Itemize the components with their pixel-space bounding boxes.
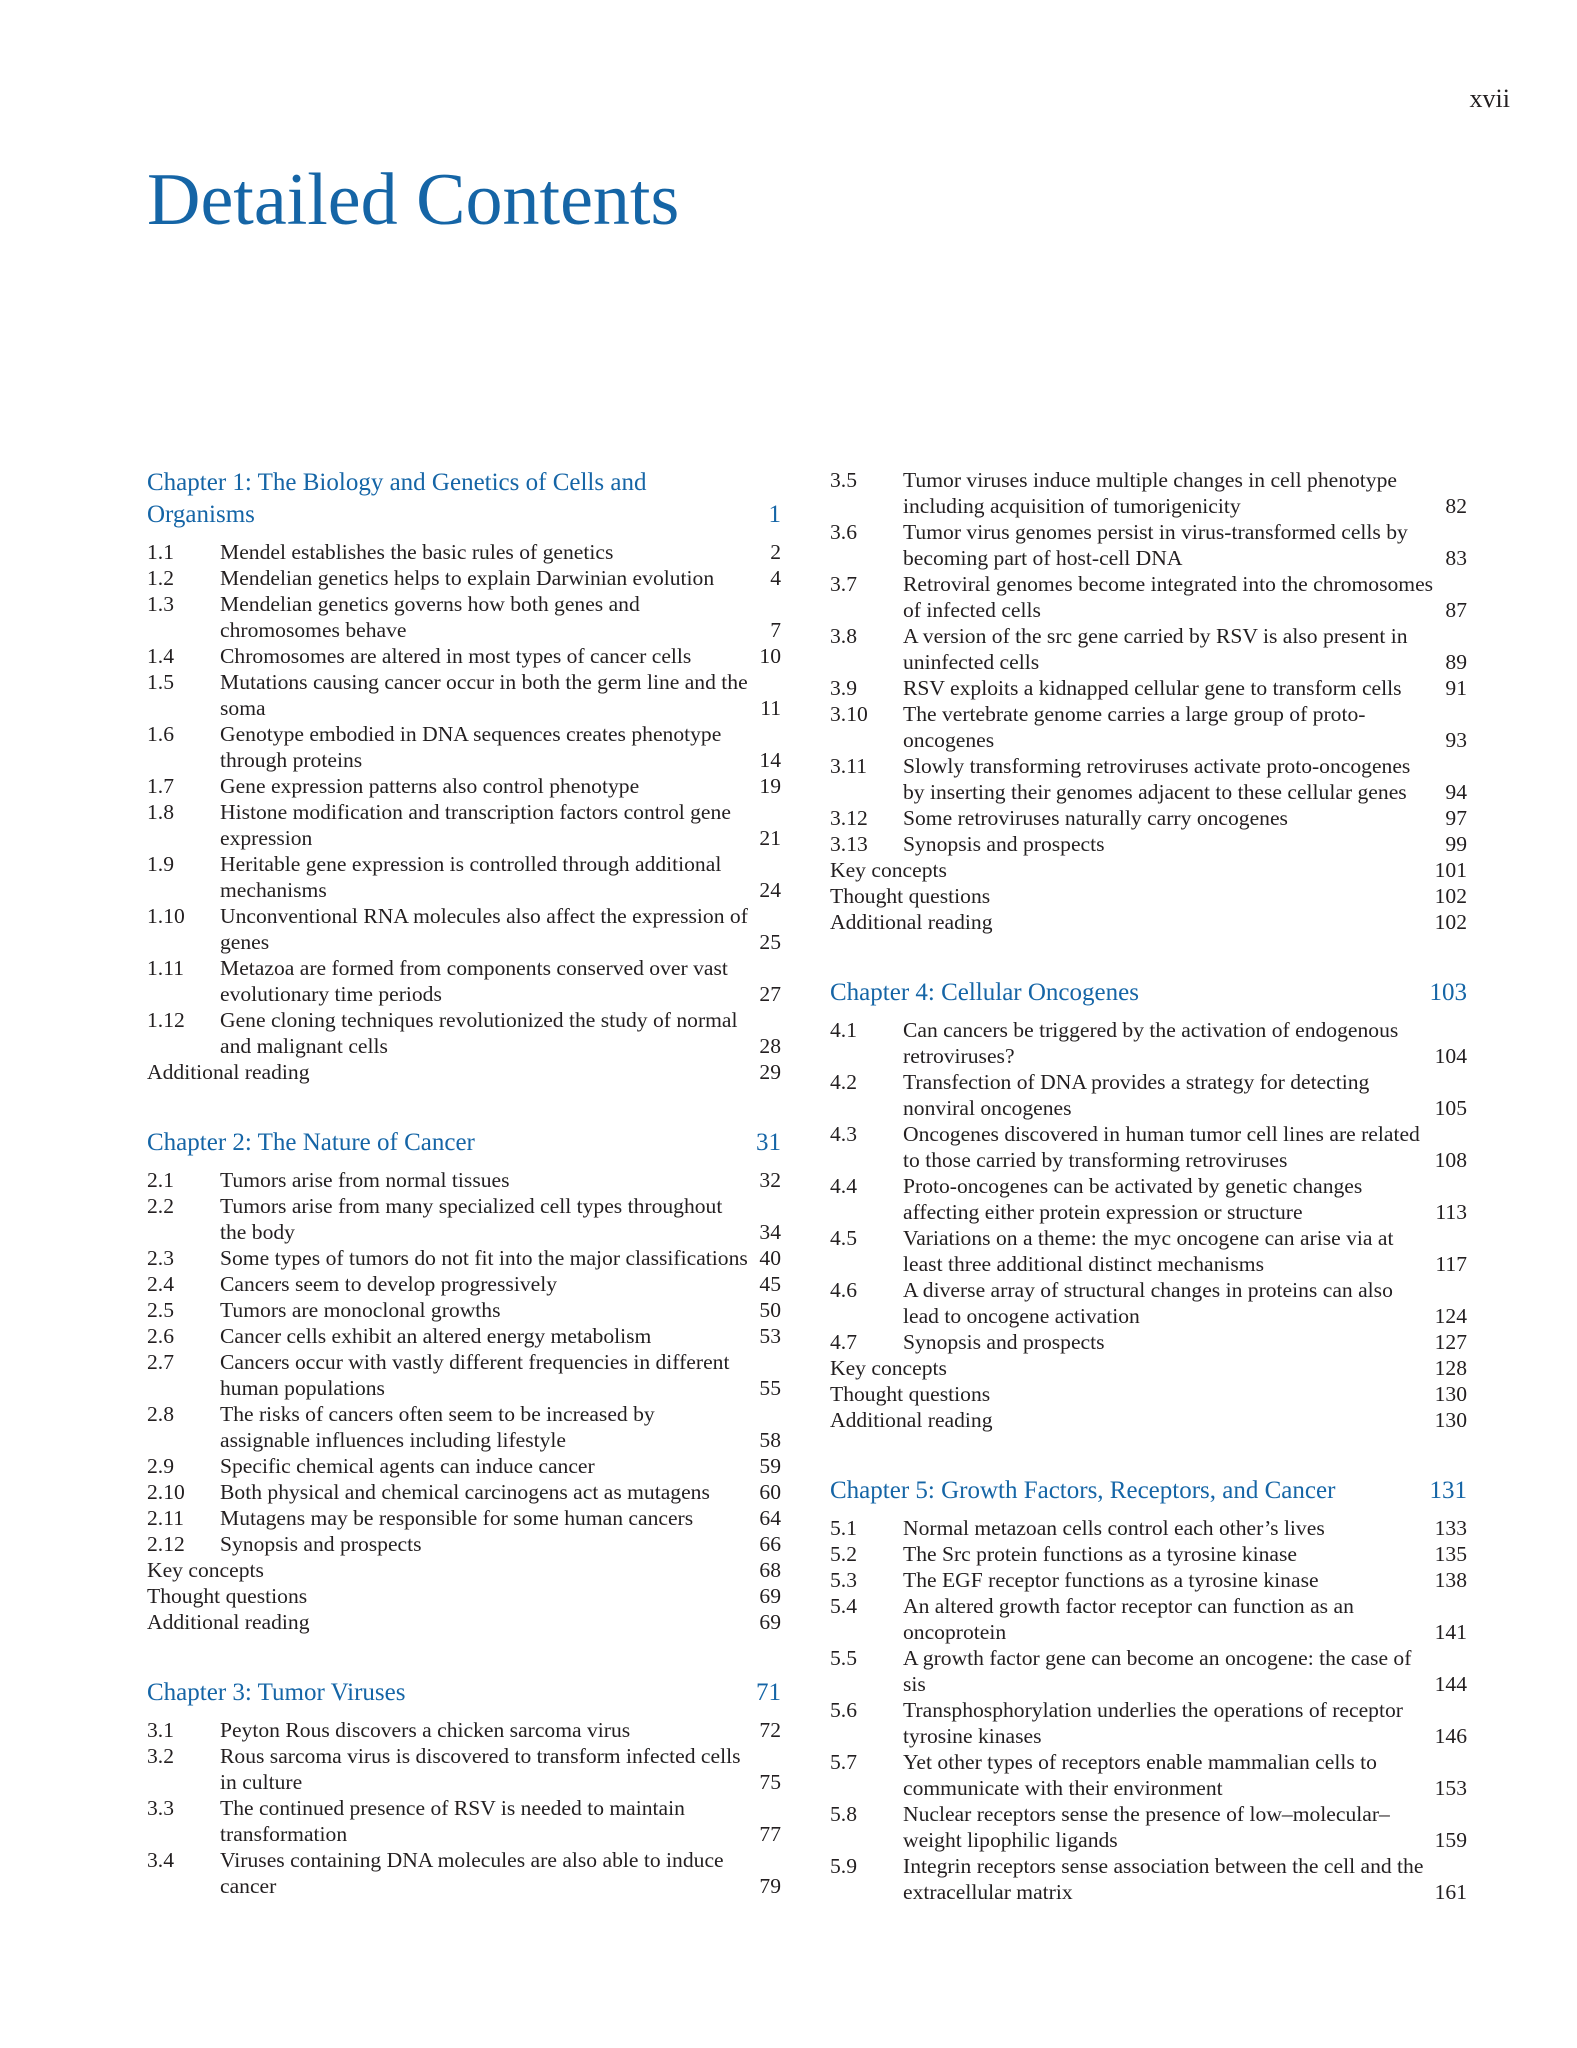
extra-title: Thought questions bbox=[830, 884, 991, 908]
section-title: Mendelian genetics governs how both genes and chromosomes behave bbox=[220, 592, 640, 642]
chapter-heading bbox=[830, 1475, 1467, 1507]
chapter-heading bbox=[147, 1127, 781, 1159]
section-page-number: 108 bbox=[1434, 1148, 1467, 1172]
section-title: Mutations causing cancer occur in both the germ line and the soma bbox=[220, 670, 748, 720]
section-number: 5.7 bbox=[830, 1750, 857, 1774]
section-number: 1.12 bbox=[147, 1008, 185, 1032]
toc-entry bbox=[147, 643, 781, 669]
section-number: 1.8 bbox=[147, 800, 174, 824]
section-page-number: 27 bbox=[759, 982, 781, 1006]
section-page-number: 97 bbox=[1445, 806, 1467, 830]
toc-entry bbox=[147, 851, 781, 903]
toc-entry bbox=[830, 467, 1467, 519]
toc-entry bbox=[830, 1121, 1467, 1173]
section-title: Oncogenes discovered in human tumor cell lines are related to those carried by transforming retroviruses bbox=[903, 1122, 1420, 1172]
section-page-number: 25 bbox=[759, 930, 781, 954]
extra-title: Key concepts bbox=[830, 1356, 947, 1380]
section-page-number: 93 bbox=[1445, 728, 1467, 752]
section-page-number: 66 bbox=[759, 1532, 781, 1556]
section-page-number: 7 bbox=[770, 618, 781, 642]
extra-page-number: 130 bbox=[1434, 1408, 1467, 1432]
section-page-number: 75 bbox=[759, 1770, 781, 1794]
section-title: Slowly transforming retroviruses activate proto-oncogenes by inserting their genomes adjacent to these cellular genes bbox=[903, 754, 1411, 804]
toc-entry bbox=[830, 1853, 1467, 1905]
section-title: Genotype embodied in DNA sequences creates phenotype through proteins bbox=[220, 722, 722, 772]
toc-entry bbox=[830, 1645, 1467, 1697]
toc-entry bbox=[830, 571, 1467, 623]
section-page-number: 127 bbox=[1434, 1330, 1467, 1354]
chapter-block bbox=[830, 467, 1467, 935]
toc-entry bbox=[147, 1795, 781, 1847]
section-number: 2.5 bbox=[147, 1298, 174, 1322]
section-number: 1.11 bbox=[147, 956, 184, 980]
section-number: 1.9 bbox=[147, 852, 174, 876]
section-number: 2.9 bbox=[147, 1454, 174, 1478]
toc-extra-entry bbox=[830, 857, 1467, 883]
toc-entry bbox=[147, 1349, 781, 1401]
toc-entry bbox=[147, 669, 781, 721]
section-page-number: 34 bbox=[759, 1220, 781, 1244]
section-title: Proto-oncogenes can be activated by genetic changes affecting either protein expression or structure bbox=[903, 1174, 1363, 1224]
chapter-heading bbox=[830, 977, 1467, 1009]
toc-entry bbox=[147, 1271, 781, 1297]
toc-entry bbox=[830, 1567, 1467, 1593]
section-page-number: 146 bbox=[1434, 1724, 1467, 1748]
toc-entry bbox=[147, 1297, 781, 1323]
toc-entry bbox=[147, 591, 781, 643]
section-title: Rous sarcoma virus is discovered to transform infected cells in culture bbox=[220, 1744, 741, 1794]
section-title: Synopsis and prospects bbox=[903, 1330, 1105, 1354]
section-number: 4.1 bbox=[830, 1018, 857, 1042]
section-page-number: 89 bbox=[1445, 650, 1467, 674]
section-title: The EGF receptor functions as a tyrosine kinase bbox=[903, 1568, 1319, 1592]
extra-title: Key concepts bbox=[830, 858, 947, 882]
extra-page-number: 29 bbox=[759, 1060, 781, 1084]
toc-entry bbox=[147, 565, 781, 591]
section-title: Gene cloning techniques revolutionized the study of normal and malignant cells bbox=[220, 1008, 738, 1058]
toc-entry bbox=[830, 1515, 1467, 1541]
section-title: The vertebrate genome carries a large group of proto-oncogenes bbox=[903, 702, 1366, 752]
toc-entry bbox=[830, 519, 1467, 571]
section-number: 3.6 bbox=[830, 520, 857, 544]
section-number: 1.7 bbox=[147, 774, 174, 798]
extra-title: Thought questions bbox=[830, 1382, 991, 1406]
toc-entry bbox=[830, 831, 1467, 857]
chapter-page-number: 31 bbox=[756, 1129, 781, 1156]
chapter-page-number: 131 bbox=[1429, 1477, 1467, 1504]
section-title: RSV exploits a kidnapped cellular gene to transform cells bbox=[903, 676, 1402, 700]
toc-entry bbox=[830, 1697, 1467, 1749]
toc-extra-entry bbox=[147, 1059, 781, 1085]
section-title: Tumors are monoclonal growths bbox=[220, 1298, 501, 1322]
section-number: 4.2 bbox=[830, 1070, 857, 1094]
section-page-number: 77 bbox=[759, 1822, 781, 1846]
toc-extra-entry bbox=[147, 1609, 781, 1635]
section-page-number: 11 bbox=[760, 696, 781, 720]
chapter-heading bbox=[147, 1677, 781, 1709]
section-page-number: 113 bbox=[1435, 1200, 1467, 1224]
toc-entry bbox=[830, 623, 1467, 675]
section-page-number: 58 bbox=[759, 1428, 781, 1452]
extra-page-number: 102 bbox=[1434, 910, 1467, 934]
section-page-number: 40 bbox=[759, 1246, 781, 1270]
toc-entry bbox=[830, 1749, 1467, 1801]
section-title: Tumor viruses induce multiple changes in cell phenotype including acquisition of tumorigenicity bbox=[903, 468, 1397, 518]
section-page-number: 141 bbox=[1434, 1620, 1467, 1644]
toc-entry bbox=[830, 701, 1467, 753]
section-number: 3.1 bbox=[147, 1718, 174, 1742]
section-number: 2.4 bbox=[147, 1272, 174, 1296]
section-number: 3.2 bbox=[147, 1744, 174, 1768]
section-title: Integrin receptors sense association between the cell and the extracellular matrix bbox=[903, 1854, 1424, 1904]
section-page-number: 24 bbox=[759, 878, 781, 902]
section-number: 5.3 bbox=[830, 1568, 857, 1592]
toc-entry bbox=[147, 955, 781, 1007]
section-page-number: 4 bbox=[770, 566, 781, 590]
section-title: A version of the src gene carried by RSV is also present in uninfected cells bbox=[903, 624, 1408, 674]
section-title: The Src protein functions as a tyrosine kinase bbox=[903, 1542, 1297, 1566]
section-title: Cancers seem to develop progressively bbox=[220, 1272, 558, 1296]
section-number: 2.10 bbox=[147, 1480, 185, 1504]
section-number: 3.7 bbox=[830, 572, 857, 596]
section-page-number: 82 bbox=[1445, 494, 1467, 518]
section-title: Viruses containing DNA molecules are also able to induce cancer bbox=[220, 1848, 724, 1898]
section-number: 3.10 bbox=[830, 702, 868, 726]
section-page-number: 144 bbox=[1434, 1672, 1467, 1696]
section-number: 3.9 bbox=[830, 676, 857, 700]
section-title: Gene expression patterns also control phenotype bbox=[220, 774, 640, 798]
section-page-number: 32 bbox=[759, 1168, 781, 1192]
toc-entry bbox=[147, 1847, 781, 1899]
section-number: 2.3 bbox=[147, 1246, 174, 1270]
toc-entry bbox=[830, 675, 1467, 701]
toc-extra-entry bbox=[147, 1557, 781, 1583]
section-page-number: 19 bbox=[759, 774, 781, 798]
page-number: xvii bbox=[1469, 84, 1510, 113]
section-title: Peyton Rous discovers a chicken sarcoma virus bbox=[220, 1718, 631, 1742]
section-number: 1.5 bbox=[147, 670, 174, 694]
toc-entry bbox=[830, 1329, 1467, 1355]
extra-page-number: 101 bbox=[1434, 858, 1467, 882]
section-number: 3.5 bbox=[830, 468, 857, 492]
section-number: 2.7 bbox=[147, 1350, 174, 1374]
section-number: 4.5 bbox=[830, 1226, 857, 1250]
section-title: Transphosphorylation underlies the operations of receptor tyrosine kinases bbox=[903, 1698, 1403, 1748]
section-page-number: 14 bbox=[759, 748, 781, 772]
extra-title: Additional reading bbox=[147, 1060, 310, 1084]
section-title: Histone modification and transcription factors control gene expression bbox=[220, 800, 731, 850]
section-number: 3.12 bbox=[830, 806, 868, 830]
extra-title: Key concepts bbox=[147, 1558, 264, 1582]
section-page-number: 94 bbox=[1445, 780, 1467, 804]
toc-entry bbox=[147, 721, 781, 773]
section-title: Both physical and chemical carcinogens act as mutagens bbox=[220, 1480, 710, 1504]
section-page-number: 21 bbox=[759, 826, 781, 850]
toc-entry bbox=[830, 1017, 1467, 1069]
section-number: 3.3 bbox=[147, 1796, 174, 1820]
section-title: Tumors arise from normal tissues bbox=[220, 1168, 510, 1192]
section-title: The continued presence of RSV is needed to maintain transformation bbox=[220, 1796, 685, 1846]
section-title: Cancers occur with vastly different frequencies in different human populations bbox=[220, 1350, 730, 1400]
toc-extra-entry bbox=[830, 1355, 1467, 1381]
toc-entry bbox=[147, 1007, 781, 1059]
section-number: 1.3 bbox=[147, 592, 174, 616]
extra-page-number: 102 bbox=[1434, 884, 1467, 908]
extra-page-number: 68 bbox=[759, 1558, 781, 1582]
section-title: A growth factor gene can become an oncogene: the case of sis bbox=[903, 1646, 1412, 1696]
section-number: 2.6 bbox=[147, 1324, 174, 1348]
section-page-number: 117 bbox=[1435, 1252, 1467, 1276]
section-number: 3.13 bbox=[830, 832, 868, 856]
chapter-page-number: 1 bbox=[768, 501, 781, 528]
section-number: 1.10 bbox=[147, 904, 185, 928]
toc-entry bbox=[830, 1801, 1467, 1853]
toc-entry bbox=[147, 1401, 781, 1453]
section-title: Heritable gene expression is controlled through additional mechanisms bbox=[220, 852, 722, 902]
section-page-number: 135 bbox=[1434, 1542, 1467, 1566]
section-number: 4.7 bbox=[830, 1330, 857, 1354]
section-number: 5.6 bbox=[830, 1698, 857, 1722]
section-page-number: 161 bbox=[1434, 1880, 1467, 1904]
section-title: Yet other types of receptors enable mammalian cells to communicate with their environment bbox=[903, 1750, 1377, 1800]
toc-extra-entry bbox=[147, 1583, 781, 1609]
section-page-number: 72 bbox=[759, 1718, 781, 1742]
section-title: Normal metazoan cells control each other’s lives bbox=[903, 1516, 1325, 1540]
section-title: Chromosomes are altered in most types of cancer cells bbox=[220, 644, 692, 668]
section-page-number: 2 bbox=[770, 540, 781, 564]
toc-entry bbox=[147, 1193, 781, 1245]
section-page-number: 133 bbox=[1434, 1516, 1467, 1540]
section-title: Tumors arise from many specialized cell types throughout the body bbox=[220, 1194, 723, 1244]
section-page-number: 10 bbox=[759, 644, 781, 668]
section-title: Some retroviruses naturally carry oncogenes bbox=[903, 806, 1288, 830]
chapter-block bbox=[830, 1475, 1467, 1905]
section-number: 1.4 bbox=[147, 644, 174, 668]
toc-extra-entry bbox=[830, 909, 1467, 935]
toc-entry bbox=[830, 1541, 1467, 1567]
toc-entry bbox=[147, 539, 781, 565]
section-title: Nuclear receptors sense the presence of low–molecular–weight lipophilic ligands bbox=[903, 1802, 1390, 1852]
section-number: 1.2 bbox=[147, 566, 174, 590]
section-number: 2.1 bbox=[147, 1168, 174, 1192]
section-title: A diverse array of structural changes in proteins can also lead to oncogene activation bbox=[903, 1278, 1393, 1328]
section-number: 3.4 bbox=[147, 1848, 174, 1872]
toc-entry bbox=[147, 1453, 781, 1479]
toc-extra-entry bbox=[830, 883, 1467, 909]
section-number: 2.2 bbox=[147, 1194, 174, 1218]
section-title: Metazoa are formed from components conserved over vast evolutionary time periods bbox=[220, 956, 728, 1006]
toc-entry bbox=[147, 1717, 781, 1743]
toc-entry bbox=[147, 1531, 781, 1557]
chapter-block bbox=[147, 1127, 781, 1635]
extra-page-number: 69 bbox=[759, 1610, 781, 1634]
section-number: 1.1 bbox=[147, 540, 174, 564]
chapter-title: Chapter 2: The Nature of Cancer bbox=[147, 1129, 475, 1156]
right-column bbox=[830, 467, 1467, 1905]
section-page-number: 50 bbox=[759, 1298, 781, 1322]
section-page-number: 159 bbox=[1434, 1828, 1467, 1852]
extra-page-number: 69 bbox=[759, 1584, 781, 1608]
toc-entry bbox=[147, 1167, 781, 1193]
section-page-number: 153 bbox=[1434, 1776, 1467, 1800]
chapter-page-number: 71 bbox=[756, 1679, 781, 1706]
toc-entry bbox=[147, 1479, 781, 1505]
section-number: 3.11 bbox=[830, 754, 867, 778]
section-number: 2.12 bbox=[147, 1532, 185, 1556]
section-number: 5.9 bbox=[830, 1854, 857, 1878]
section-title: Variations on a theme: the myc oncogene can arise via at least three additional distinct mechanisms bbox=[903, 1226, 1394, 1276]
chapter-page-number: 103 bbox=[1429, 979, 1467, 1006]
section-page-number: 87 bbox=[1445, 598, 1467, 622]
chapter-heading bbox=[147, 467, 781, 531]
section-title: Transfection of DNA provides a strategy for detecting nonviral oncogenes bbox=[903, 1070, 1370, 1120]
section-page-number: 59 bbox=[759, 1454, 781, 1478]
section-number: 5.5 bbox=[830, 1646, 857, 1670]
section-number: 5.2 bbox=[830, 1542, 857, 1566]
section-title: Tumor virus genomes persist in virus-transformed cells by becoming part of host-cell DNA bbox=[903, 520, 1408, 570]
toc-entry bbox=[830, 1593, 1467, 1645]
section-number: 5.8 bbox=[830, 1802, 857, 1826]
section-page-number: 60 bbox=[759, 1480, 781, 1504]
section-number: 2.11 bbox=[147, 1506, 184, 1530]
section-page-number: 105 bbox=[1434, 1096, 1467, 1120]
section-title: An altered growth factor receptor can function as an oncoprotein bbox=[903, 1594, 1354, 1644]
toc-entry bbox=[147, 1323, 781, 1349]
chapter-block bbox=[830, 977, 1467, 1433]
section-page-number: 28 bbox=[759, 1034, 781, 1058]
section-number: 3.8 bbox=[830, 624, 857, 648]
section-title: Synopsis and prospects bbox=[903, 832, 1105, 856]
toc-entry bbox=[147, 1505, 781, 1531]
page-title: Detailed Contents bbox=[147, 159, 680, 241]
section-page-number: 64 bbox=[759, 1506, 781, 1530]
toc-entry bbox=[147, 799, 781, 851]
toc-entry bbox=[830, 1277, 1467, 1329]
section-title: Some types of tumors do not fit into the major classifications bbox=[220, 1246, 748, 1270]
extra-title: Additional reading bbox=[830, 910, 993, 934]
chapter-title: Chapter 3: Tumor Viruses bbox=[147, 1679, 406, 1706]
section-page-number: 53 bbox=[759, 1324, 781, 1348]
section-title: Unconventional RNA molecules also affect the expression of genes bbox=[220, 904, 748, 954]
toc-entry bbox=[147, 1743, 781, 1795]
section-title: Mutagens may be responsible for some human cancers bbox=[220, 1506, 694, 1530]
section-title: Can cancers be triggered by the activation of endogenous retroviruses? bbox=[903, 1018, 1399, 1068]
section-page-number: 55 bbox=[759, 1376, 781, 1400]
section-title: Synopsis and prospects bbox=[220, 1532, 422, 1556]
toc-extra-entry bbox=[830, 1407, 1467, 1433]
extra-title: Additional reading bbox=[830, 1408, 993, 1432]
chapter-title: Chapter 5: Growth Factors, Receptors, and Cancer bbox=[830, 1477, 1336, 1504]
extra-page-number: 128 bbox=[1434, 1356, 1467, 1380]
section-number: 1.6 bbox=[147, 722, 174, 746]
section-title: Mendel establishes the basic rules of genetics bbox=[220, 540, 614, 564]
section-number: 5.4 bbox=[830, 1594, 857, 1618]
section-page-number: 83 bbox=[1445, 546, 1467, 570]
section-page-number: 45 bbox=[759, 1272, 781, 1296]
section-title: Specific chemical agents can induce cancer bbox=[220, 1454, 595, 1478]
toc-entry bbox=[147, 903, 781, 955]
section-page-number: 79 bbox=[759, 1874, 781, 1898]
toc-entry bbox=[830, 1173, 1467, 1225]
section-number: 5.1 bbox=[830, 1516, 857, 1540]
section-number: 4.4 bbox=[830, 1174, 857, 1198]
toc-entry bbox=[147, 1245, 781, 1271]
section-page-number: 104 bbox=[1434, 1044, 1467, 1068]
chapter-title: Chapter 4: Cellular Oncogenes bbox=[830, 979, 1139, 1006]
section-page-number: 138 bbox=[1434, 1568, 1467, 1592]
toc-entry bbox=[830, 753, 1467, 805]
extra-title: Additional reading bbox=[147, 1610, 310, 1634]
section-number: 4.3 bbox=[830, 1122, 857, 1146]
toc-entry bbox=[830, 1225, 1467, 1277]
section-page-number: 91 bbox=[1445, 676, 1467, 700]
chapter-block bbox=[147, 467, 781, 1085]
section-page-number: 99 bbox=[1445, 832, 1467, 856]
section-title: Cancer cells exhibit an altered energy metabolism bbox=[220, 1324, 652, 1348]
toc-extra-entry bbox=[830, 1381, 1467, 1407]
extra-page-number: 130 bbox=[1434, 1382, 1467, 1406]
extra-title: Thought questions bbox=[147, 1584, 308, 1608]
toc-entry bbox=[830, 805, 1467, 831]
section-title: Mendelian genetics helps to explain Darwinian evolution bbox=[220, 566, 715, 590]
toc-entry bbox=[147, 773, 781, 799]
chapter-block bbox=[147, 1677, 781, 1899]
section-number: 4.6 bbox=[830, 1278, 857, 1302]
chapter-title: Chapter 1: The Biology and Genetics of Cells and Organisms bbox=[147, 469, 647, 528]
toc-entry bbox=[830, 1069, 1467, 1121]
section-title: The risks of cancers often seem to be increased by assignable influences including lifestyle bbox=[220, 1402, 655, 1452]
left-column bbox=[147, 467, 781, 1899]
section-page-number: 124 bbox=[1434, 1304, 1467, 1328]
section-number: 2.8 bbox=[147, 1402, 174, 1426]
section-title: Retroviral genomes become integrated into the chromosomes of infected cells bbox=[903, 572, 1434, 622]
